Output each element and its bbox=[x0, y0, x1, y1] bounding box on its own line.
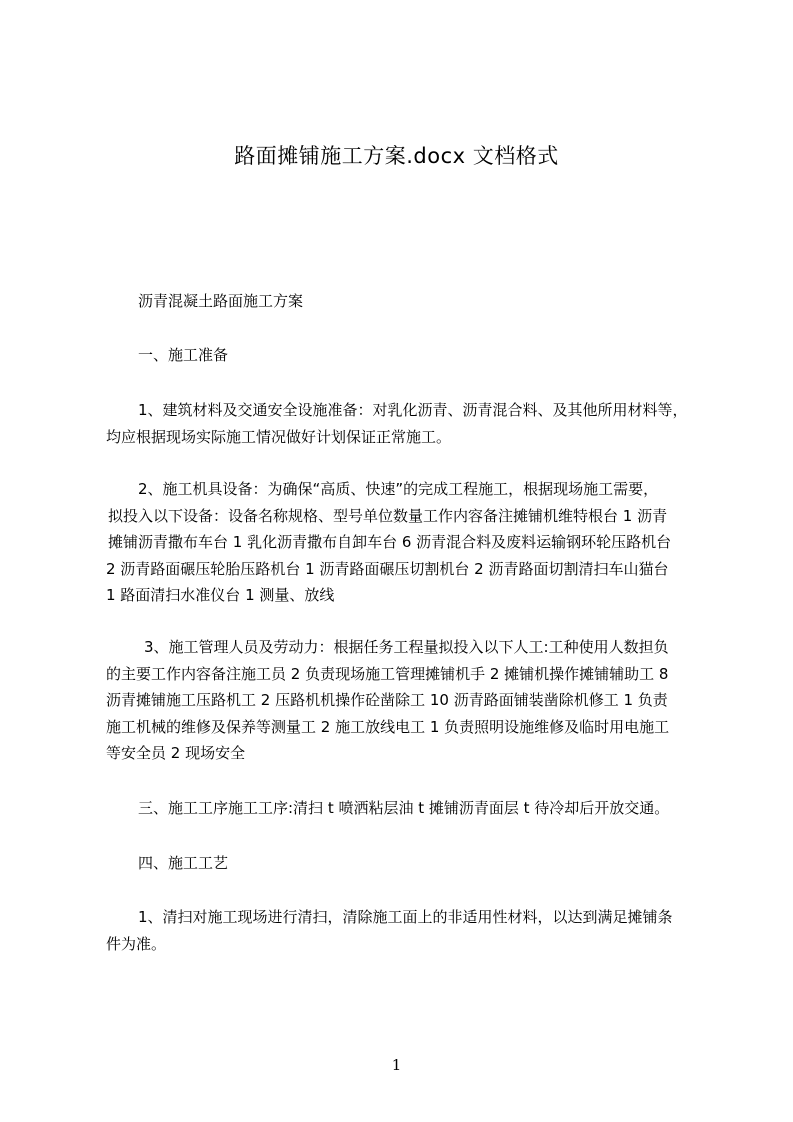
paragraph-line: 的主要工作内容备注施工员 2 负责现场施工管理摊铺机手 2 摊铺机操作摊铺辅助工 8 bbox=[106, 664, 669, 683]
paragraph-line: 沥青摊铺施工压路机工 2 压路机机操作砼凿除工 10 沥青路面铺装凿除机修工 1 负责 bbox=[106, 691, 668, 709]
paragraph-cleaning bbox=[106, 904, 673, 957]
paragraph-equipment bbox=[106, 476, 671, 609]
paragraph-line: 拟投入以下设备：设备名称规格、型号单位数量工作内容备注摊铺机维特根台 1 沥青 bbox=[108, 506, 668, 525]
paragraph-personnel bbox=[106, 634, 669, 767]
page-number: 1 bbox=[391, 1056, 402, 1074]
paragraph-line: 1、清扫对施工现场进行清扫，清除施工面上的非适用性材料，以达到满足摊铺条 bbox=[138, 908, 673, 926]
paragraph-line: 摊铺沥青撒布车台 1 乳化沥青撒布自卸车台 6 沥青混合料及废料运输钢环轮压路机台 bbox=[108, 533, 672, 551]
paragraph-line: 3、施工管理人员及劳动力：根据任务工程量拟投入以下人工:工种使用人数担负 bbox=[144, 638, 669, 656]
intro-paragraph: 沥青混凝土路面施工方案 bbox=[138, 292, 304, 310]
paragraph-line: 均应根据现场实际施工情况做好计划保证正常施工。 bbox=[106, 427, 452, 446]
paragraph-line: 1 路面清扫水准仪台 1 测量、放线 bbox=[106, 586, 335, 604]
paragraph-process: 三、施工工序施工工序:清扫 t 喷洒粘层油 t 摊铺沥青面层 t 待冷却后开放交通。 bbox=[138, 799, 670, 817]
paragraph-line: 施工机械的维修及保养等测量工 2 施工放线电工 1 负责照明设施维修及临时用电施工 bbox=[106, 717, 670, 736]
paragraph-line: 2、施工机具设备：为确保“高质、快速”的完成工程施工，根据现场施工需要， bbox=[138, 480, 659, 498]
document-title: 路面摊铺施工方案.docx 文档格式 bbox=[234, 144, 559, 168]
section-heading-technology: 四、施工工艺 bbox=[138, 854, 229, 872]
paragraph-line: 等安全员 2 现场安全 bbox=[106, 744, 246, 762]
section-heading-preparation: 一、施工准备 bbox=[138, 346, 229, 364]
paragraph-line: 1、建筑材料及交通安全设施准备：对乳化沥青、沥青混合料、及其他所用材料等， bbox=[138, 401, 688, 419]
paragraph-line: 2 沥青路面碾压轮胎压路机台 1 沥青路面碾压切割机台 2 沥青路面切割清扫车山猫台 bbox=[106, 559, 669, 578]
paragraph-materials bbox=[106, 397, 688, 450]
paragraph-line: 件为准。 bbox=[106, 934, 167, 953]
